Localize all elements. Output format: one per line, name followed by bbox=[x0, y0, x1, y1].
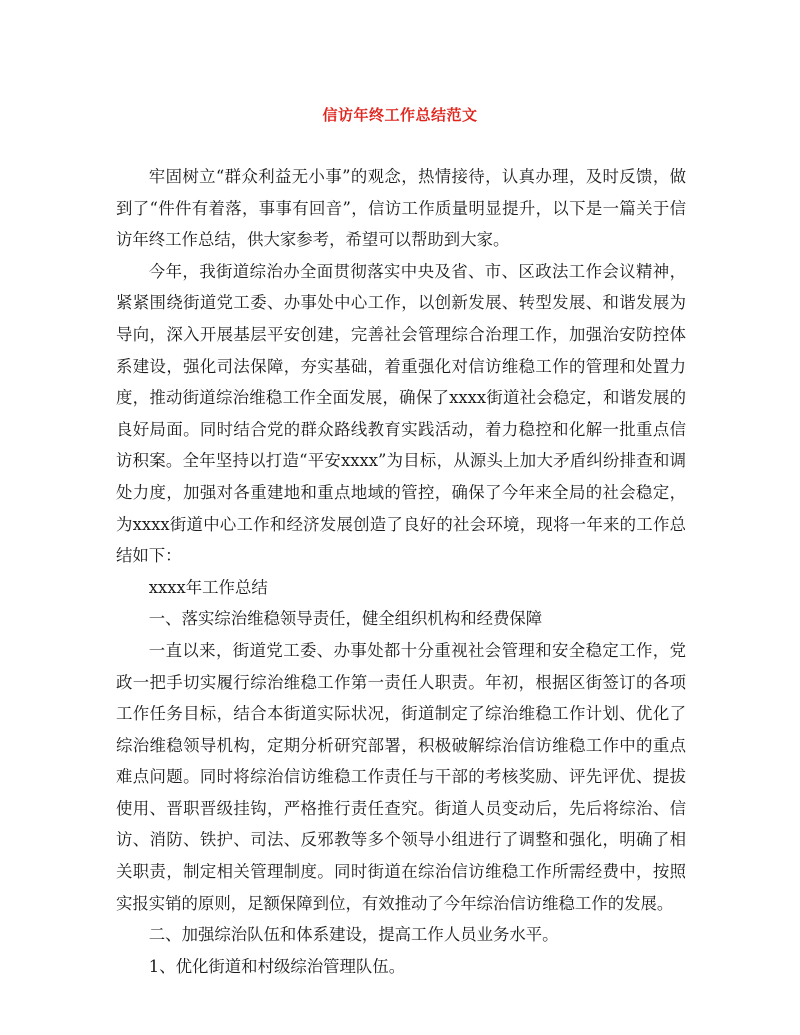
document-title: 信访年终工作总结范文 bbox=[322, 106, 478, 124]
section-label: xxxx年工作总结 bbox=[148, 577, 268, 597]
section-heading-2: 二、加强综治队伍和体系建设，提高工作人员业务水平。 bbox=[148, 925, 559, 945]
subsection-heading-1: 1、优化街道和村级综治管理队伍。 bbox=[148, 956, 406, 976]
paragraph-overview: 今年，我街道综治办全面贯彻落实中央及省、市、区政法工作会议精神，紧紧围绕街道党工委、办事处中心工作，以创新发展、转型发展、和谐发展为导向，深入开展基层平安创建，完善社会管理综合治理工作，加强治安防控体系建设，强化司法保障，夯实基础，着重强化对信访维稳工作的管理和处置力度，推动街道综治维稳工作全面发展，确保了xxxx街道社会稳定，和谐发展的良好局面。同时结合党的群众路线教育实践活动，着力稳控和化解一批重点信访积案。全年坚持以打造“平安xxxx”为目标，从源头上加大矛盾纠纷排查和调处力度，加强对各重建地和重点地域的管控，确保了今年来全局的社会稳定，为xxxx街道中心工作和经济发展创造了良好的社会环境，现将一年来的工作总结如下： bbox=[116, 261, 686, 566]
paragraph-section-1: 一直以来，街道党工委、办事处都十分重视社会管理和安全稳定工作，党政一把手切实履行综治维稳工作第一责任人职责。年初，根据区街签订的各项工作任务目标，结合本街道实际状况，街道制定了综治维稳工作计划、优化了综治维稳领导机构，定期分析研究部署，积极破解综治信访维稳工作中的重点难点问题。同时将综治信访维稳工作责任与干部的考核奖励、评先评优、提拔使用、晋职晋级挂钩，严格推行责任查究。街道人员变动后，先后将综治、信访、消防、铁护、司法、反邪教等多个领导小组进行了调整和强化，明确了相关职责，制定相关管理制度。同时街道在综治信访维稳工作所需经费中，按照实报实销的原则，足额保障到位，有效推动了今年综治信访维稳工作的发展。 bbox=[116, 640, 686, 913]
paragraph-intro: 牢固树立“群众利益无小事”的观念，热情接待，认真办理，及时反馈，做到了“件件有着落，事事有回音”，信访工作质量明显提升，以下是一篇关于信访年终工作总结，供大家参考，希望可以帮助到大家。 bbox=[116, 167, 686, 250]
document-body bbox=[116, 161, 686, 982]
section-heading-1: 一、落实综治维稳领导责任，健全组织机构和经费保障 bbox=[148, 609, 543, 629]
